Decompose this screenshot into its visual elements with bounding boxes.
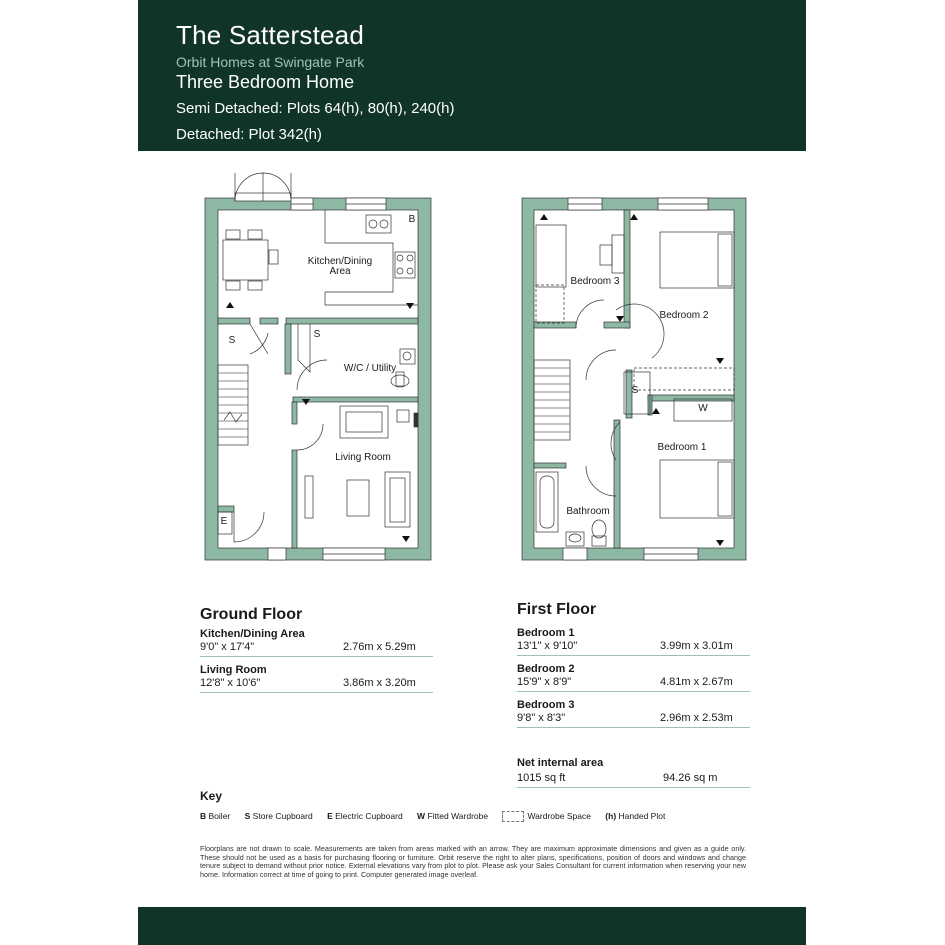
ground-room-living — [200, 664, 433, 693]
plots-semi-detached: Semi Detached: Plots 64(h), 80(h), 240(h) — [176, 100, 455, 117]
net-area-imperial: 1015 sq ft — [517, 772, 566, 784]
plots-detached: Detached: Plot 342(h) — [176, 126, 322, 143]
room-name: Bedroom 3 — [517, 699, 575, 711]
first-room-bedroom-3 — [517, 699, 750, 728]
key-handed — [605, 811, 671, 821]
room-dimensions — [200, 641, 433, 657]
key-electric — [327, 811, 409, 821]
page-title: The Satterstead — [176, 20, 364, 50]
key-wardrobe-code: W — [417, 811, 426, 821]
room-imperial: 12'8" x 10'6" — [200, 677, 261, 689]
room-name: Bedroom 2 — [517, 663, 575, 675]
first-room-bedroom-1 — [517, 627, 750, 656]
key-store-code: S — [244, 811, 251, 821]
key-store — [245, 811, 319, 821]
room-dimensions — [517, 712, 750, 728]
net-area-label: Net internal area — [517, 757, 604, 769]
key-electric-code: E — [327, 811, 333, 821]
key-boiler-code: B — [200, 811, 207, 821]
disclaimer-text: Floorplans are not drawn to scale. Measurements are taken from areas marked with an arrow. They are maximum approximate dimensions and given as a guide only. These should not be used as a basis for purchasing flooring or furniture. Orbit reserve the right to alter plans, specifications, position of doors and windows and change tenure subject to demand without prior notice. External elevations vary from plot to plot. Please ask your Sales Consultant for current information when reserving your new home. Information correct at time of going to print. Computer generated image overleaf. — [200, 844, 746, 879]
room-imperial: 9'8" x 8'3" — [517, 712, 566, 724]
key-wardrobe — [417, 811, 494, 821]
room-imperial: 13'1" x 9'10" — [517, 640, 578, 652]
room-dimensions — [517, 640, 750, 656]
room-imperial: 15'9" x 8'9" — [517, 676, 572, 688]
label-bathroom: Bathroom — [566, 506, 610, 517]
label-boiler: B — [408, 214, 416, 225]
room-metric: 3.99m x 3.01m — [660, 640, 733, 652]
label-store-hall: S — [228, 335, 236, 346]
first-room-bedroom-2 — [517, 663, 750, 692]
label-bedroom-2: Bedroom 2 — [659, 310, 709, 321]
home-type: Three Bedroom Home — [176, 72, 355, 92]
label-store-wc: S — [313, 329, 321, 340]
header-band — [138, 0, 806, 151]
net-area-metric: 94.26 sq m — [663, 772, 718, 784]
label-kitchen-line2: Area — [329, 266, 351, 277]
label-bedroom-3: Bedroom 3 — [570, 276, 620, 287]
net-internal-area — [517, 757, 750, 788]
key-legend — [200, 811, 677, 822]
label-bedroom-1: Bedroom 1 — [657, 442, 707, 453]
room-metric: 4.81m x 2.67m — [660, 676, 733, 688]
key-wardrobe-text: Fitted Wardrobe — [427, 811, 489, 821]
label-wc-utility: W/C / Utility — [343, 363, 397, 374]
key-title: Key — [200, 789, 223, 803]
room-metric: 2.76m x 5.29m — [343, 641, 416, 653]
ground-room-kitchen — [200, 628, 433, 657]
key-electric-text: Electric Cupboard — [335, 811, 403, 821]
floor-plans — [138, 160, 806, 580]
key-store-text: Store Cupboard — [252, 811, 313, 821]
footer-band — [138, 907, 806, 945]
room-metric: 3.86m x 3.20m — [343, 677, 416, 689]
room-dimensions — [200, 677, 433, 693]
label-fitted-wardrobe: W — [698, 403, 708, 414]
label-kitchen-line1: Kitchen/Dining — [307, 256, 373, 267]
label-electric: E — [220, 516, 228, 527]
room-name: Kitchen/Dining Area — [200, 628, 305, 640]
net-area-values — [517, 772, 750, 788]
key-wardrobe-space-text: Wardrobe Space — [527, 811, 591, 821]
first-floor-plan — [522, 198, 746, 560]
key-boiler — [200, 811, 236, 821]
room-name: Living Room — [200, 664, 267, 676]
development-name: Orbit Homes at Swingate Park — [176, 54, 365, 70]
key-boiler-text: Boiler — [208, 811, 231, 821]
first-floor-title: First Floor — [517, 601, 597, 618]
label-living-room: Living Room — [335, 452, 391, 463]
key-wardrobe-space — [502, 811, 596, 821]
wardrobe-space-swatch — [502, 811, 524, 822]
ground-floor-plan — [205, 173, 431, 560]
brochure-page — [138, 0, 806, 945]
room-dimensions — [517, 676, 750, 692]
room-imperial: 9'0" x 17'4" — [200, 641, 255, 653]
ground-floor-title: Ground Floor — [200, 606, 303, 623]
label-store-landing: S — [631, 385, 639, 396]
key-handed-code: (h) — [605, 811, 617, 821]
key-handed-text: Handed Plot — [618, 811, 666, 821]
room-name: Bedroom 1 — [517, 627, 575, 639]
room-metric: 2.96m x 2.53m — [660, 712, 733, 724]
